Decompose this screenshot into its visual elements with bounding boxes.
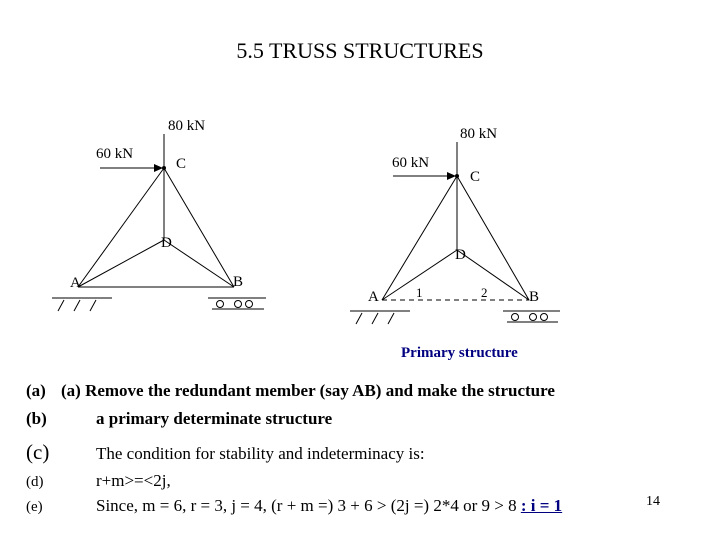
left-member-ad [78, 240, 164, 287]
left-member-bc [164, 168, 234, 287]
list-item [26, 471, 171, 491]
right-load-arrow-head [447, 172, 456, 180]
item-marker: (a) [26, 381, 46, 400]
list-item [26, 381, 555, 401]
item-text: (a) Remove the redundant member (say AB) and make the structure [61, 381, 555, 400]
left-node-c: C [176, 156, 187, 172]
item-marker: (e) [26, 499, 43, 515]
left-load-left-label: 60 kN [96, 146, 134, 162]
right-member-ac [382, 176, 457, 300]
item-text: r+m>=<2j, [96, 471, 171, 490]
item-marker: (b) [26, 409, 47, 428]
list-item [26, 409, 332, 429]
list-item [26, 496, 562, 516]
item-text: a primary determinate structure [96, 409, 333, 428]
right-node-d: D [455, 247, 466, 263]
right-node-b: B [529, 289, 540, 305]
right-member-2 [457, 250, 529, 300]
left-member-ac [78, 168, 164, 287]
right-node-a: A [368, 289, 379, 305]
left-load-top-label: 80 kN [168, 118, 206, 134]
right-load-top-label: 80 kN [460, 126, 498, 142]
slide-title: 5.5 TRUSS STRUCTURES [236, 38, 484, 63]
right-load-left-label: 60 kN [392, 155, 430, 171]
item-marker: (c) [26, 440, 50, 464]
list-item [26, 440, 425, 465]
primary-structure-caption: Primary structure [401, 345, 518, 361]
item-text: The condition for stability and indeterminacy is: [96, 444, 425, 463]
left-member-bd [164, 240, 234, 287]
right-member-2-label: 2 [481, 285, 488, 300]
item-marker: (d) [26, 474, 44, 490]
left-node-b: B [233, 274, 244, 290]
left-node-a: A [70, 275, 81, 291]
right-member-1-label: 1 [416, 285, 423, 300]
left-node-d: D [161, 235, 172, 251]
right-member-bc [457, 176, 529, 300]
result-text: : i = 1 [520, 496, 563, 515]
item-text: Since, m = 6, r = 3, j = 4, (r + m =) 3 + 6 > (2j =) 2*4 or 9 > 8 [96, 496, 517, 515]
right-node-c: C [470, 169, 481, 185]
page-number: 14 [646, 494, 660, 509]
